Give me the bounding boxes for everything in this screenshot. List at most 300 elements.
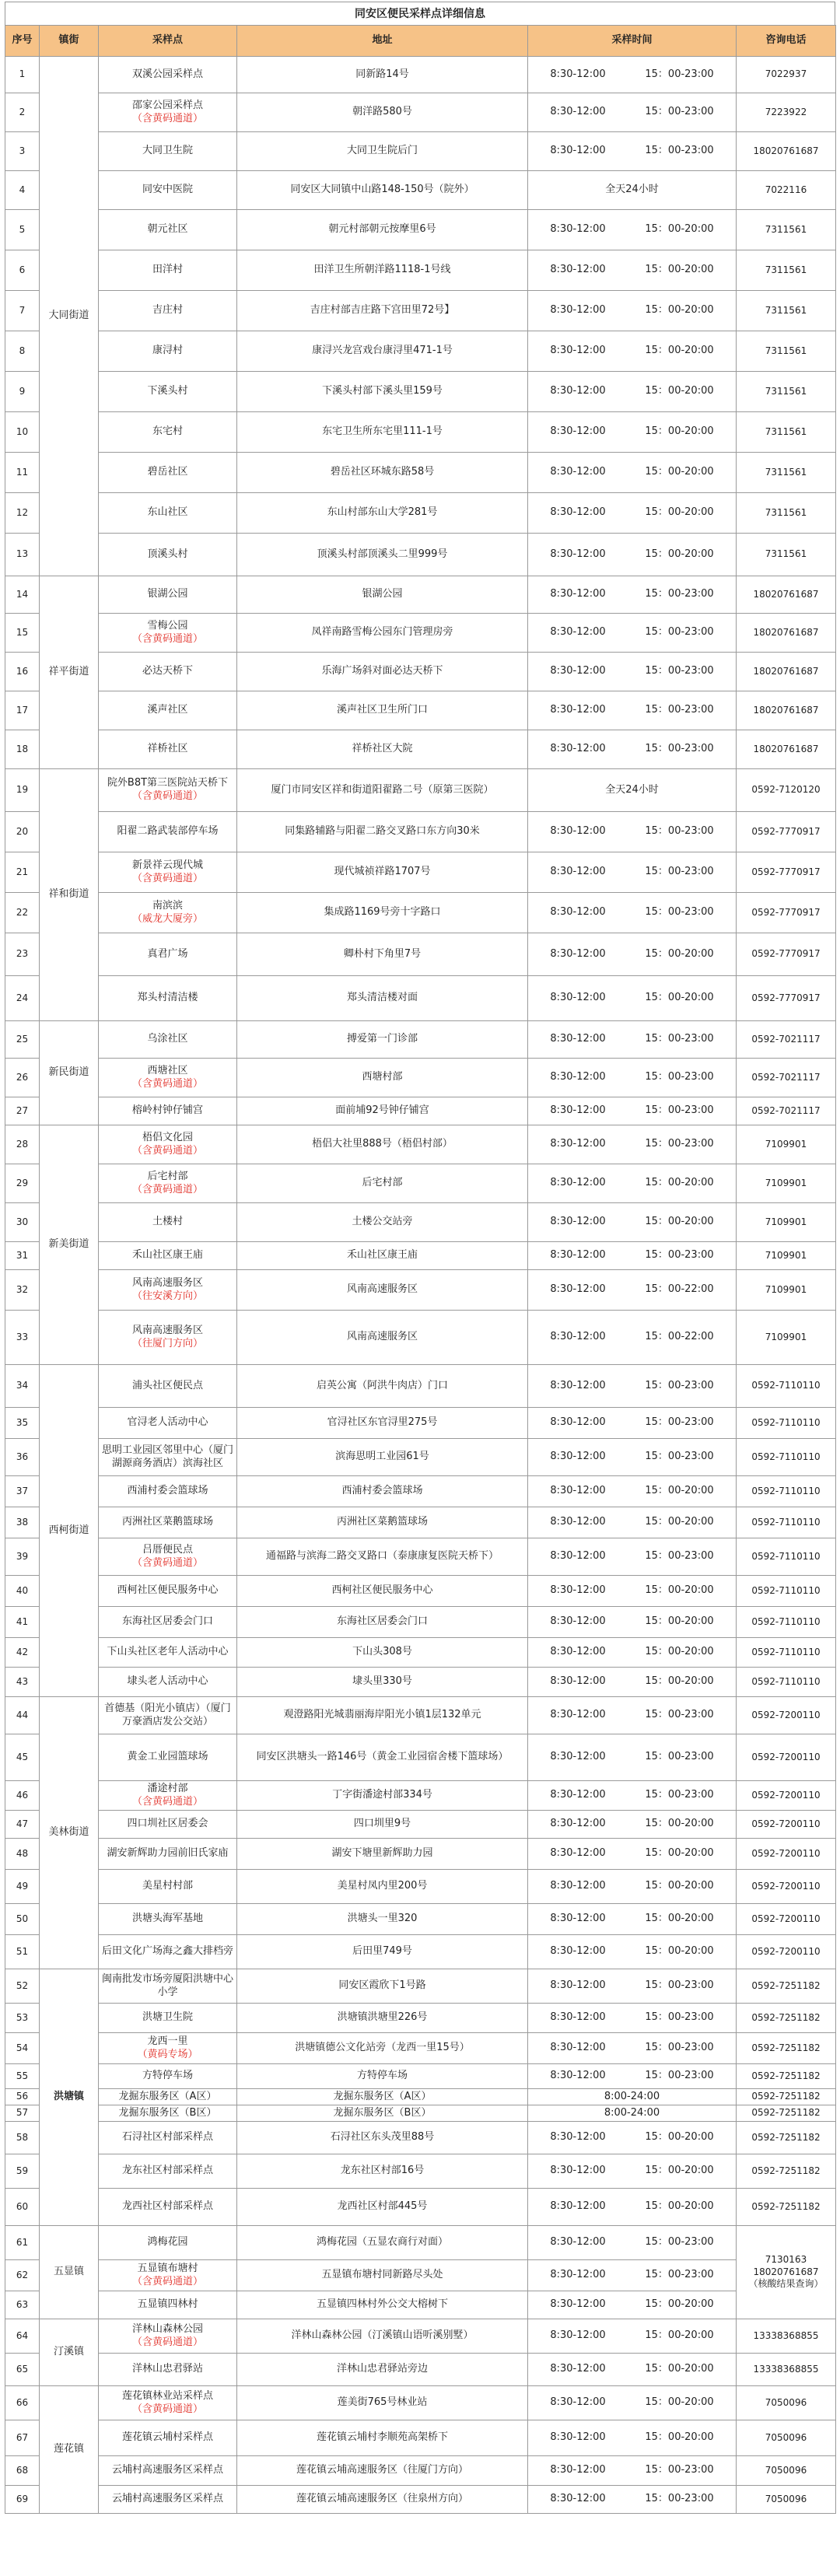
site-name: 洋林山森林公园 xyxy=(131,2322,203,2335)
phone-cell: 0592-7251182 xyxy=(737,2122,836,2154)
address-cell: 西浦村委会篮球场 xyxy=(237,1476,528,1507)
time-afternoon: 15：00-20:00 xyxy=(645,2200,714,2213)
town-cell: 祥平街道 xyxy=(40,576,99,769)
time-cell xyxy=(528,372,737,412)
time-afternoon: 15：00-23:00 xyxy=(645,1979,714,1992)
sampling-sites-table xyxy=(5,25,836,2514)
time-cell xyxy=(528,1408,737,1439)
time-afternoon: 15：00-23:00 xyxy=(645,68,714,80)
address-cell: 朝洋路580号 xyxy=(237,93,528,132)
site-name: 丙洲社区菜鹅篮球场 xyxy=(121,1516,213,1528)
time-cell xyxy=(528,1638,737,1668)
site-name: 南滨滨 xyxy=(152,899,183,912)
time-afternoon: 15：00-22:00 xyxy=(645,1283,714,1296)
site-cell xyxy=(99,1311,237,1365)
site-cell xyxy=(99,1476,237,1507)
time-afternoon: 15：00-23:00 xyxy=(645,1751,714,1763)
table-row xyxy=(5,1734,836,1781)
table-row xyxy=(5,614,836,653)
site-name: 吕厝便民点 xyxy=(142,1543,193,1556)
time-cell xyxy=(528,1538,737,1576)
site-cell xyxy=(99,1164,237,1203)
site-note: （黄码专场） xyxy=(137,2048,198,2060)
time-morning: 8:30-12:00 xyxy=(550,2464,606,2476)
row-seq: 12 xyxy=(5,493,40,534)
phone-cell: 0592-7110110 xyxy=(737,1507,836,1538)
phone-cell: 0592-7200110 xyxy=(737,1781,836,1811)
row-seq: 5 xyxy=(5,210,40,250)
site-name: 闽南批发市场旁厦阳洪塘中心小学 xyxy=(101,1972,233,1998)
time-cell xyxy=(528,653,737,691)
row-seq: 51 xyxy=(5,1935,40,1969)
time-afternoon: 15：00-23:00 xyxy=(645,2070,714,2082)
table-row xyxy=(5,1476,836,1507)
table-row xyxy=(5,2486,836,2514)
town-cell: 美林街道 xyxy=(40,1697,99,1969)
site-cell xyxy=(99,1935,237,1969)
phone-cell: 18020761687 xyxy=(737,614,836,653)
table-row xyxy=(5,1507,836,1538)
site-cell xyxy=(99,1125,237,1164)
time-afternoon: 15：00-23:00 xyxy=(645,906,714,919)
phone-cell: 0592-7200110 xyxy=(737,1734,836,1781)
time-afternoon: 15：00-20:00 xyxy=(645,2329,714,2342)
row-seq: 13 xyxy=(5,534,40,576)
time-cell xyxy=(528,576,737,614)
town-cell: 洪塘镇 xyxy=(40,1969,99,2226)
time-cell xyxy=(528,1870,737,1904)
table-row xyxy=(5,1607,836,1638)
address-cell: 美星村凤内里200号 xyxy=(237,1870,528,1904)
address-cell: 碧岳社区环城东路58号 xyxy=(237,453,528,493)
phone-cell: 0592-7251182 xyxy=(737,1969,836,2004)
row-seq: 8 xyxy=(5,331,40,372)
phone-cell: 7311561 xyxy=(737,372,836,412)
time-cell xyxy=(528,1839,737,1870)
time-morning: 8:30-12:00 xyxy=(550,385,606,397)
time-morning: 8:30-12:00 xyxy=(550,1550,606,1563)
time-afternoon: 15：00-23:00 xyxy=(645,825,714,838)
row-seq: 59 xyxy=(5,2154,40,2189)
phone-cell xyxy=(737,2226,836,2319)
row-seq: 22 xyxy=(5,893,40,933)
site-name: 思明工业园区邻里中心（厦门湖源商务酒店）滨海社区 xyxy=(101,1444,233,1469)
phone-cell: 7022937 xyxy=(737,57,836,93)
row-seq: 6 xyxy=(5,250,40,291)
phone-cell: 0592-7251182 xyxy=(737,2105,836,2122)
site-name: 洪塘卫生院 xyxy=(142,2011,193,2024)
time-afternoon: 15：00-23:00 xyxy=(645,2236,714,2249)
site-cell xyxy=(99,812,237,852)
table-row xyxy=(5,453,836,493)
row-seq: 3 xyxy=(5,132,40,171)
row-seq: 34 xyxy=(5,1365,40,1408)
address-cell: 梧侣大社里888号（梧侣村部） xyxy=(237,1125,528,1164)
site-cell xyxy=(99,132,237,171)
address-cell: 洋林山森林公园（汀溪镇山语听溪别墅） xyxy=(237,2319,528,2354)
site-name: 首德基（阳光小镇店）（厦门万豪酒店发公交站） xyxy=(104,1702,231,1727)
site-name: 乌涂社区 xyxy=(147,1033,188,1045)
site-cell xyxy=(99,1870,237,1904)
time-morning: 8:30-12:00 xyxy=(550,145,606,157)
time-afternoon: 15：00-20:00 xyxy=(645,264,714,276)
address-cell: 滨海思明工业园61号 xyxy=(237,1439,528,1476)
time-cell xyxy=(528,1439,737,1476)
time-morning: 8:30-12:00 xyxy=(550,1675,606,1688)
site-name: 吉庄村 xyxy=(152,304,183,317)
address-cell: 现代城祯祥路1707号 xyxy=(237,852,528,893)
site-cell xyxy=(99,2291,237,2319)
site-note: （往厦门方向） xyxy=(131,1337,203,1349)
row-seq: 21 xyxy=(5,852,40,893)
site-name: 东海社区居委会门口 xyxy=(121,1615,213,1628)
phone-line: 18020761687 xyxy=(753,2266,819,2277)
site-name: 龙掘东服务区（A区） xyxy=(118,2090,217,2102)
time-morning: 8:30-12:00 xyxy=(550,1818,606,1830)
table-row xyxy=(5,1538,836,1576)
address-cell: 石浔社区东头茂里88号 xyxy=(237,2122,528,2154)
address-cell: 莲花镇云埔高速服务区（往厦门方向） xyxy=(237,2456,528,2486)
site-name: 真君广场 xyxy=(147,947,188,960)
table-row xyxy=(5,1097,836,1125)
row-seq: 30 xyxy=(5,1203,40,1242)
time-cell xyxy=(528,1607,737,1638)
town-cell: 五显镇 xyxy=(40,2226,99,2319)
time-cell xyxy=(528,493,737,534)
phone-cell: 0592-7110110 xyxy=(737,1576,836,1607)
row-seq: 23 xyxy=(5,933,40,976)
address-cell: 洪塘镇德公文化站旁（龙西一里15号） xyxy=(237,2033,528,2064)
row-seq: 24 xyxy=(5,976,40,1021)
address-cell: 鸿梅花园（五显农商行对面） xyxy=(237,2226,528,2260)
table-row xyxy=(5,1021,836,1059)
row-seq: 60 xyxy=(5,2189,40,2226)
table-row xyxy=(5,250,836,291)
time-cell xyxy=(528,1242,737,1270)
site-name: 后田文化广场海之鑫大排档旁 xyxy=(101,1945,233,1958)
time-morning: 8:30-12:00 xyxy=(550,1880,606,1892)
time-cell xyxy=(528,331,737,372)
time-morning: 8:30-12:00 xyxy=(550,2042,606,2054)
site-name: 大同卫生院 xyxy=(142,145,193,157)
table-row xyxy=(5,2189,836,2226)
table-row xyxy=(5,291,836,331)
phone-cell: 7223922 xyxy=(737,93,836,132)
address-cell: 莲美街765号林业站 xyxy=(237,2386,528,2420)
time-cell xyxy=(528,171,737,210)
row-seq: 17 xyxy=(5,691,40,730)
phone-cell: 0592-7021117 xyxy=(737,1021,836,1059)
row-seq: 31 xyxy=(5,1242,40,1270)
site-name: 五显镇布塘村 xyxy=(137,2262,198,2274)
site-cell xyxy=(99,1270,237,1311)
time-morning: 8:30-12:00 xyxy=(550,1516,606,1528)
table-row xyxy=(5,493,836,534)
site-cell xyxy=(99,2260,237,2291)
row-seq: 16 xyxy=(5,653,40,691)
table-row xyxy=(5,210,836,250)
time-cell xyxy=(528,2064,737,2089)
site-cell xyxy=(99,93,237,132)
site-name: 梧侣文化园 xyxy=(142,1131,193,1143)
row-seq: 37 xyxy=(5,1476,40,1507)
time-afternoon: 15：00-23:00 xyxy=(645,2493,714,2505)
site-cell xyxy=(99,2354,237,2386)
time-afternoon: 15：00-20:00 xyxy=(645,1818,714,1830)
time-afternoon: 15：00-20:00 xyxy=(645,1485,714,1497)
row-seq: 33 xyxy=(5,1311,40,1365)
table-row xyxy=(5,372,836,412)
site-cell xyxy=(99,2089,237,2105)
site-name: 莲花镇云埔村采样点 xyxy=(121,2431,213,2444)
phone-line: 7130163 xyxy=(765,2254,807,2266)
row-seq: 54 xyxy=(5,2033,40,2064)
time-afternoon: 15：00-20:00 xyxy=(645,1646,714,1658)
row-seq: 53 xyxy=(5,2004,40,2033)
time-morning: 8:30-12:00 xyxy=(550,1416,606,1429)
row-seq: 40 xyxy=(5,1576,40,1607)
phone-cell: 0592-7110110 xyxy=(737,1668,836,1697)
time-afternoon: 15：00-20:00 xyxy=(645,1675,714,1688)
site-name: 风南高速服务区 xyxy=(131,1324,203,1336)
time-afternoon: 15：00-23:00 xyxy=(645,1379,714,1391)
table-row xyxy=(5,2033,836,2064)
row-seq: 62 xyxy=(5,2260,40,2291)
phone-cell: 7311561 xyxy=(737,493,836,534)
site-name: 东宅村 xyxy=(152,425,183,438)
site-name: 东山社区 xyxy=(147,506,188,519)
time-morning: 8:30-12:00 xyxy=(550,1379,606,1391)
row-seq: 11 xyxy=(5,453,40,493)
phone-cell: 0592-7770917 xyxy=(737,812,836,852)
time-cell xyxy=(528,2154,737,2189)
address-cell: 龙东社区村部16号 xyxy=(237,2154,528,2189)
town-cell: 汀溪镇 xyxy=(40,2319,99,2386)
time-cell xyxy=(528,691,737,730)
time-afternoon: 15：00-23:00 xyxy=(645,704,714,716)
time-cell xyxy=(528,1935,737,1969)
time-cell xyxy=(528,1125,737,1164)
time-morning: 8:30-12:00 xyxy=(550,1485,606,1497)
address-cell: 下山头308号 xyxy=(237,1638,528,1668)
table-row xyxy=(5,331,836,372)
table-row xyxy=(5,730,836,769)
time-cell xyxy=(528,2260,737,2291)
time-afternoon: 15：00-23:00 xyxy=(645,2464,714,2476)
table-row xyxy=(5,933,836,976)
time-cell xyxy=(528,1097,737,1125)
time-morning: 8:30-12:00 xyxy=(550,2165,606,2177)
phone-cell: 7109901 xyxy=(737,1203,836,1242)
time-morning: 8:30-12:00 xyxy=(550,2236,606,2249)
row-seq: 38 xyxy=(5,1507,40,1538)
table-row xyxy=(5,2291,836,2319)
address-cell: 下溪头村部下溪头里159号 xyxy=(237,372,528,412)
phone-cell: 7311561 xyxy=(737,210,836,250)
time-cell xyxy=(528,250,737,291)
time-cell xyxy=(528,2420,737,2456)
site-cell xyxy=(99,2033,237,2064)
time-cell xyxy=(528,132,737,171)
table-row xyxy=(5,171,836,210)
time-morning: 8:30-12:00 xyxy=(550,1104,606,1117)
site-cell xyxy=(99,1668,237,1697)
time-afternoon: 15：00-23:00 xyxy=(645,2269,714,2281)
time-morning: 8:30-12:00 xyxy=(550,1451,606,1463)
site-cell xyxy=(99,1365,237,1408)
town-cell: 祥和街道 xyxy=(40,769,99,1021)
row-seq: 25 xyxy=(5,1021,40,1059)
row-seq: 44 xyxy=(5,1697,40,1734)
time-afternoon: 15：00-20:00 xyxy=(645,2431,714,2444)
time-morning: 8:30-12:00 xyxy=(550,1646,606,1658)
site-name: 同安中医院 xyxy=(142,184,193,196)
time-morning: 8:30-12:00 xyxy=(550,2329,606,2342)
time-afternoon: 15：00-20:00 xyxy=(645,1516,714,1528)
time-allday: 8:00-24:00 xyxy=(604,2106,660,2119)
site-name: 方特停车场 xyxy=(142,2070,193,2082)
table-row xyxy=(5,769,836,812)
time-morning: 8:30-12:00 xyxy=(550,1249,606,1262)
address-cell: 东山村部东山大学281号 xyxy=(237,493,528,534)
address-cell: 官浔社区东官浔里275号 xyxy=(237,1408,528,1439)
phone-cell: 7050096 xyxy=(737,2386,836,2420)
time-morning: 8:30-12:00 xyxy=(550,1216,606,1228)
time-morning: 8:30-12:00 xyxy=(550,425,606,438)
address-cell: 洋林山忠君驿站旁边 xyxy=(237,2354,528,2386)
site-cell xyxy=(99,576,237,614)
town-cell: 莲花镇 xyxy=(40,2386,99,2514)
table-row xyxy=(5,412,836,453)
table-row xyxy=(5,691,836,730)
time-afternoon: 15：00-23:00 xyxy=(645,866,714,878)
address-cell: 后田里749号 xyxy=(237,1935,528,1969)
table-row xyxy=(5,2456,836,2486)
time-morning: 8:30-12:00 xyxy=(550,106,606,118)
table-row xyxy=(5,576,836,614)
address-cell: 东宅卫生所东宅里111-1号 xyxy=(237,412,528,453)
time-cell xyxy=(528,2089,737,2105)
address-cell: 厦门市同安区祥和街道阳翟路二号（原第三医院） xyxy=(237,769,528,812)
site-name: 西柯社区便民服务中心 xyxy=(117,1584,219,1597)
row-seq: 43 xyxy=(5,1668,40,1697)
site-name: 银湖公园 xyxy=(147,588,188,600)
time-morning: 8:30-12:00 xyxy=(550,2011,606,2024)
time-morning: 8:30-12:00 xyxy=(550,665,606,677)
address-cell: 乐海广场斜对面必达天桥下 xyxy=(237,653,528,691)
site-name: 黄金工业园篮球场 xyxy=(127,1751,208,1763)
time-afternoon: 15：00-20:00 xyxy=(645,2165,714,2177)
site-cell xyxy=(99,2105,237,2122)
row-seq: 48 xyxy=(5,1839,40,1870)
time-cell xyxy=(528,534,737,576)
time-afternoon: 15：00-23:00 xyxy=(645,1550,714,1563)
phone-cell: 0592-7110110 xyxy=(737,1476,836,1507)
time-cell xyxy=(528,2122,737,2154)
time-afternoon: 15：00-23:00 xyxy=(645,2011,714,2024)
site-cell xyxy=(99,769,237,812)
time-cell xyxy=(528,769,737,812)
phone-cell: 0592-7110110 xyxy=(737,1408,836,1439)
site-cell xyxy=(99,2189,237,2226)
time-morning: 8:30-12:00 xyxy=(550,1138,606,1150)
site-cell xyxy=(99,534,237,576)
time-afternoon: 15：00-20:00 xyxy=(645,385,714,397)
table-row xyxy=(5,1125,836,1164)
phone-cell: 7050096 xyxy=(737,2420,836,2456)
time-morning: 8:30-12:00 xyxy=(550,2363,606,2375)
site-name: 雪梅公园 xyxy=(147,619,188,632)
address-cell: 五显镇四林村外公交大榕树下 xyxy=(237,2291,528,2319)
address-cell: 田洋卫生所朝洋路1118-1号线 xyxy=(237,250,528,291)
site-cell xyxy=(99,291,237,331)
table-row xyxy=(5,852,836,893)
site-cell xyxy=(99,730,237,769)
row-seq: 55 xyxy=(5,2064,40,2089)
site-name: 洋林山忠君驿站 xyxy=(131,2363,203,2375)
site-name: 鸿梅花园 xyxy=(147,2236,188,2249)
row-seq: 47 xyxy=(5,1811,40,1839)
address-cell: 湖安下塘里新辉助力园 xyxy=(237,1839,528,1870)
site-note: （含黄码通道） xyxy=(131,872,203,884)
site-name: 新景祥云现代城 xyxy=(131,859,203,871)
time-cell xyxy=(528,2354,737,2386)
address-cell: 同新路14号 xyxy=(237,57,528,93)
row-seq: 61 xyxy=(5,2226,40,2260)
phone-cell: 7050096 xyxy=(737,2486,836,2514)
address-cell: 面前埔92号钟仔铺宫 xyxy=(237,1097,528,1125)
time-cell xyxy=(528,2291,737,2319)
site-cell xyxy=(99,1638,237,1668)
row-seq: 67 xyxy=(5,2420,40,2456)
site-cell xyxy=(99,614,237,653)
table-row xyxy=(5,1668,836,1697)
table-row xyxy=(5,1408,836,1439)
time-morning: 8:30-12:00 xyxy=(550,304,606,317)
site-note: （含黄码通道） xyxy=(131,2336,203,2348)
time-cell xyxy=(528,2486,737,2514)
time-afternoon: 15：00-23:00 xyxy=(645,1104,714,1117)
address-cell: 同安区洪塘头一路146号（黄金工业园宿舍楼下篮球场） xyxy=(237,1734,528,1781)
site-cell xyxy=(99,453,237,493)
row-seq: 56 xyxy=(5,2089,40,2105)
site-cell xyxy=(99,976,237,1021)
time-morning: 8:30-12:00 xyxy=(550,588,606,600)
time-afternoon: 15：00-20:00 xyxy=(645,2131,714,2144)
header-site: 采样点 xyxy=(99,26,237,57)
time-afternoon: 15：00-23:00 xyxy=(645,1451,714,1463)
phone-cell: 0592-7110110 xyxy=(737,1365,836,1408)
row-seq: 32 xyxy=(5,1270,40,1311)
site-note: （含黄码通道） xyxy=(131,112,203,124)
phone-cell: 0592-7251182 xyxy=(737,2064,836,2089)
time-cell xyxy=(528,57,737,93)
time-cell xyxy=(528,1811,737,1839)
phone-cell: 0592-7110110 xyxy=(737,1638,836,1668)
time-afternoon: 15：00-23:00 xyxy=(645,743,714,755)
row-seq: 66 xyxy=(5,2386,40,2420)
address-cell: 同安区大同镇中山路148-150号（院外） xyxy=(237,171,528,210)
phone-cell: 0592-7021117 xyxy=(737,1097,836,1125)
site-note: （含黄码通道） xyxy=(131,2275,203,2287)
site-cell xyxy=(99,691,237,730)
row-seq: 64 xyxy=(5,2319,40,2354)
table-row xyxy=(5,1203,836,1242)
phone-cell: 7109901 xyxy=(737,1270,836,1311)
phone-cell: 0592-7251182 xyxy=(737,2033,836,2064)
time-morning: 8:30-12:00 xyxy=(550,1913,606,1925)
address-cell: 集成路1169号旁十字路口 xyxy=(237,893,528,933)
